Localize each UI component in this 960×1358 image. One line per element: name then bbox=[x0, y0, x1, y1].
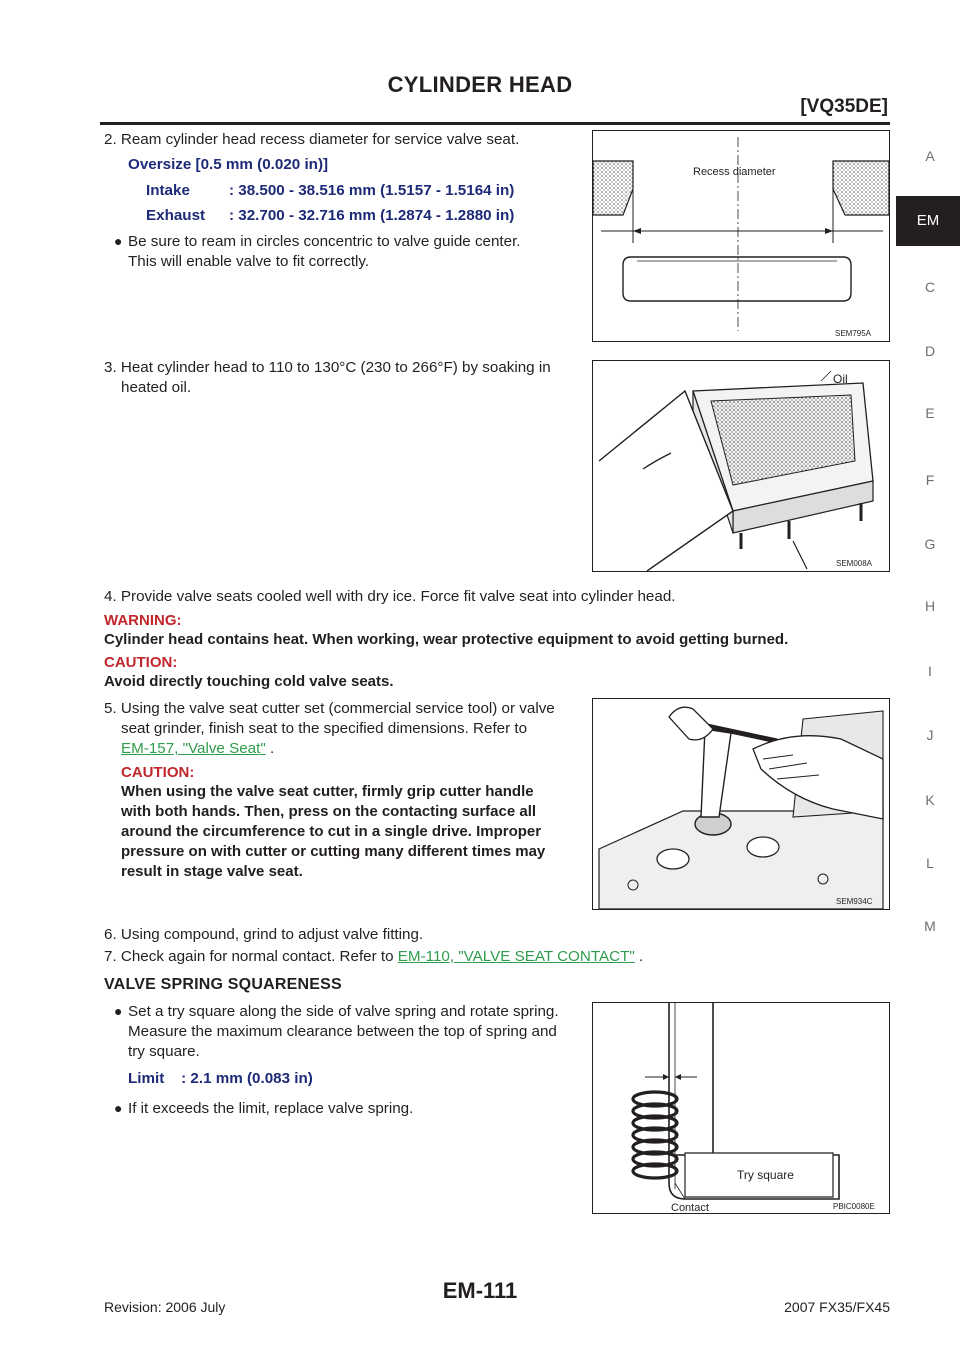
recess-diameter-illustration bbox=[593, 131, 889, 341]
step-2-text: 2. Ream cylinder head recess diameter for service valve seat. bbox=[104, 131, 520, 148]
step-4-text: 4. Provide valve seats cooled well with dry ice. Force fit valve seat into cylinder head. bbox=[104, 588, 676, 605]
engine-code: [VQ35DE] bbox=[800, 96, 888, 117]
sidebar-letter-j[interactable]: J bbox=[926, 727, 934, 743]
spring-limit-spec: Limit : 2.1 mm (0.083 in) bbox=[128, 1070, 313, 1087]
step-5-line2: seat grinder, finish seat to the specified dimensions. Refer to bbox=[121, 720, 528, 737]
figure-code-sem008a: SEM008A bbox=[836, 559, 873, 568]
step-7-lead: 7. Check again for normal contact. Refer to bbox=[104, 948, 398, 965]
caution-line-3: around the circumference to cut in a single drive. Improper bbox=[121, 823, 542, 840]
figure-code-pbic0080e: PBIC0080E bbox=[833, 1202, 875, 1211]
warning-title: WARNING: bbox=[104, 612, 182, 629]
exhaust-label: Exhaust bbox=[146, 207, 206, 224]
caution-title-step4: CAUTION: bbox=[104, 654, 178, 671]
sidebar-letter-m[interactable]: M bbox=[924, 918, 936, 934]
sidebar-letter-d[interactable]: D bbox=[924, 343, 936, 359]
figure-valve-seat-cutter bbox=[592, 698, 890, 910]
step-6-text: 6. Using compound, grind to adjust valve fitting. bbox=[104, 926, 424, 943]
oil-label: Oil bbox=[833, 372, 848, 386]
sidebar-letter-h[interactable]: H bbox=[924, 598, 936, 614]
link-tail: . bbox=[265, 740, 275, 757]
bullet-dot: ● bbox=[114, 233, 123, 249]
caution-line-5: result in stage valve seat. bbox=[121, 863, 303, 880]
bullet-concentric-line2: This will enable valve to fit correctly. bbox=[128, 253, 370, 270]
footer-model: 2007 FX35/FX45 bbox=[784, 1299, 890, 1315]
section-heading-valve-spring-squareness: VALVE SPRING SQUARENESS bbox=[104, 976, 342, 993]
sidebar-letter-i[interactable]: I bbox=[928, 663, 932, 679]
try-square-label: Try square bbox=[737, 1168, 794, 1182]
sidebar-letter-c[interactable]: C bbox=[924, 279, 936, 295]
sidebar-letter-a[interactable]: A bbox=[925, 148, 935, 164]
step-7-link-tail: . bbox=[634, 948, 644, 965]
figure-oil-bath bbox=[592, 360, 890, 572]
step-3-line1: 3. Heat cylinder head to 110 to 130°C (230 to 266°F) by soaking in bbox=[104, 359, 551, 376]
intake-value: : 38.500 - 38.516 mm (1.5157 - 1.5164 in) bbox=[229, 182, 515, 199]
intake-label: Intake bbox=[146, 182, 190, 199]
bullet-dot: ● bbox=[114, 1100, 123, 1116]
contact-label: Contact bbox=[671, 1202, 709, 1213]
bullet-try-square-line3: try square. bbox=[128, 1043, 200, 1060]
page-number: EM-111 bbox=[442, 1278, 518, 1303]
step-5-line3 bbox=[121, 739, 274, 759]
caution-title-step5: CAUTION: bbox=[121, 764, 195, 781]
footer-revision: Revision: 2006 July bbox=[104, 1299, 226, 1315]
oil-bath-illustration bbox=[593, 361, 889, 571]
link-valve-seat-contact[interactable]: EM-110, "VALVE SEAT CONTACT" bbox=[397, 948, 635, 965]
caution-line-2: with both hands. Then, press on the contacting surface all bbox=[121, 803, 537, 820]
figure-code-sem795a: SEM795A bbox=[835, 329, 872, 338]
caution-text-step4: Avoid directly touching cold valve seats. bbox=[104, 673, 394, 690]
bullet-replace-spring: If it exceeds the limit, replace valve spring. bbox=[128, 1100, 414, 1117]
figure-code-sem934c: SEM934C bbox=[836, 897, 873, 906]
sidebar-letter-e[interactable]: E bbox=[925, 405, 935, 421]
figure-try-square bbox=[592, 1002, 890, 1214]
oversize-spec-title: Oversize [0.5 mm (0.020 in)] bbox=[128, 156, 329, 173]
figure-recess-diameter bbox=[592, 130, 890, 342]
link-valve-seat[interactable]: EM-157, "Valve Seat" bbox=[121, 740, 266, 757]
sidebar-letter-g[interactable]: G bbox=[924, 536, 936, 552]
caution-line-1: When using the valve seat cutter, firmly grip cutter handle bbox=[121, 783, 534, 800]
sidebar-tab-em-active[interactable]: EM bbox=[896, 196, 960, 246]
bullet-try-square-line1: Set a try square along the side of valve spring and rotate spring. bbox=[128, 1003, 559, 1020]
sidebar-letter-f[interactable]: F bbox=[925, 472, 935, 488]
warning-text: Cylinder head contains heat. When working, wear protective equipment to avoid getting burned. bbox=[104, 631, 789, 648]
page-title: CYLINDER HEAD bbox=[387, 72, 573, 97]
step-7-text bbox=[104, 947, 643, 967]
valve-seat-cutter-illustration bbox=[593, 699, 889, 909]
try-square-illustration bbox=[593, 1003, 889, 1213]
bullet-concentric-line1: Be sure to ream in circles concentric to valve guide center. bbox=[128, 233, 521, 250]
header-rule bbox=[100, 122, 890, 125]
step-3-line2: heated oil. bbox=[121, 379, 192, 396]
caution-line-4: pressure on with cutter or cutting many different times may bbox=[121, 843, 546, 860]
sidebar-letter-k[interactable]: K bbox=[925, 792, 935, 808]
exhaust-value: : 32.700 - 32.716 mm (1.2874 - 1.2880 in) bbox=[229, 207, 515, 224]
bullet-dot: ● bbox=[114, 1003, 123, 1019]
step-5-line1: 5. Using the valve seat cutter set (commercial service tool) or valve bbox=[104, 700, 555, 717]
recess-diameter-label: Recess diameter bbox=[693, 166, 776, 178]
sidebar-letter-l[interactable]: L bbox=[926, 855, 934, 871]
bullet-try-square-line2: Measure the maximum clearance between the top of spring and bbox=[128, 1023, 557, 1040]
